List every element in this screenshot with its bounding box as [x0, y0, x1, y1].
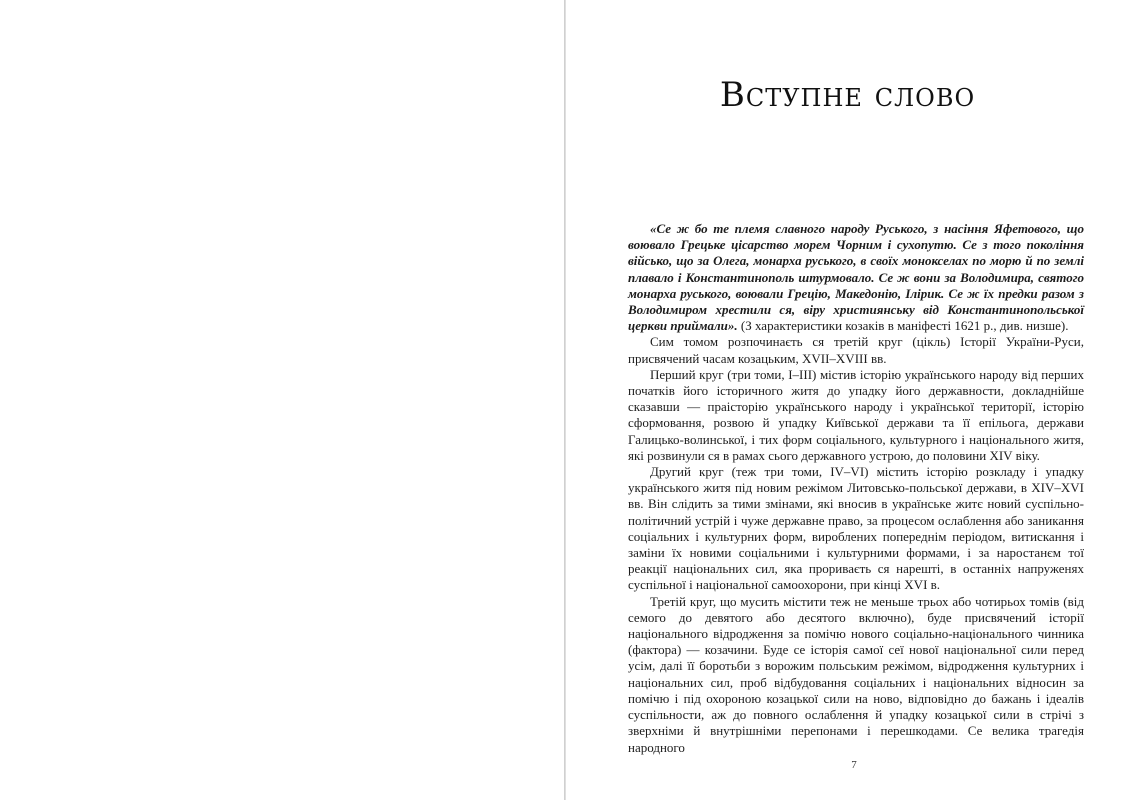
paragraph: Третій круг, що мусить містити теж не меньше трьох або чотирьох томів (від семого до девятого або десятого включно), буде присвячений історії національного відродження за помічю нового соціально-національного чинника (фактора) — козачини. Буде се історія самої сеї нової національної сили перед усім, далі її боротьби з ворожим польським режімом, відродження культурних і національних сил, проб відбудовання соціальних і національних відносин за помічю і під охороною козацької сили на ново, відповідно до бажань і ідеалів суспільности, аж до повного ослаблення й упадку козацької сили в стрічі з зверхніми й внутрішніми перепонами і перешкодами. Се велика трагедія народного — [628, 593, 1084, 755]
cossack-manifesto-quote: «Се ж бо те племя славного народу Руського, з насіння Яфетового, що воювало Грецьке цісарство морем Чорним і сухопутю. Се з того покоління військо, що за Олега, монарха руського, в своїх монокселах по морю й по землі плавало і Константинополь штурмовало. Се ж вони за Володимира, святого монарха руського, воювали Грецію, Македонію, Ілірик. Се ж їх предки разом з Володимиром хрестили ся, віру християнську від Константинопольської церкви приймали». — [628, 221, 1084, 334]
intro-paragraph — [628, 221, 1084, 334]
right-page — [566, 0, 1129, 800]
chapter-heading: Вступне слово — [719, 74, 976, 115]
page-number: 7 — [851, 759, 857, 771]
left-page-blank — [0, 0, 564, 800]
quote-source: (З характеристики козаків в маніфесті 1621 р., див. низше). — [737, 318, 1069, 334]
body-text — [628, 221, 1084, 756]
paragraph: Сим томом розпочинаєть ся третій круг (цікль) Історії України-Руси, присвячений часам козацьким, XVII–XVIII вв. — [628, 334, 1084, 366]
paragraph: Перший круг (три томи, I–III) містив історію українського народу від перших початків його історичного житя до упадку його державности, докладнійше сказавши — праісторію українського народу і української території, історію сформовання, розвою й упадку Київської держави та її епільога, держави Галицько-волинської, і тих форм соціального, культурного і національного житя, які розвинули ся в рамах сього державного устрою, до половини XIV віку. — [628, 366, 1084, 463]
paragraph: Другий круг (теж три томи, IV–VI) містить історію розкладу і упадку українського житя під новим режімом Литовсько-польської держави, в XIV–XVI вв. Він слідить за тими змінами, які вносив в українське житє новий суспільно-політичний устрій і чуже державне право, за процесом ослаблення або заникання соціальних і культурних форм, вироблених попереднім періодом, витискання і заміни їх новими соціальними і культурними формами, і за наростанєм тої реакції національних сил, яка прориваєть ся нарешті, в останніх напруженях суспільної і національної самоохорони, при кінці XVI в. — [628, 464, 1084, 593]
